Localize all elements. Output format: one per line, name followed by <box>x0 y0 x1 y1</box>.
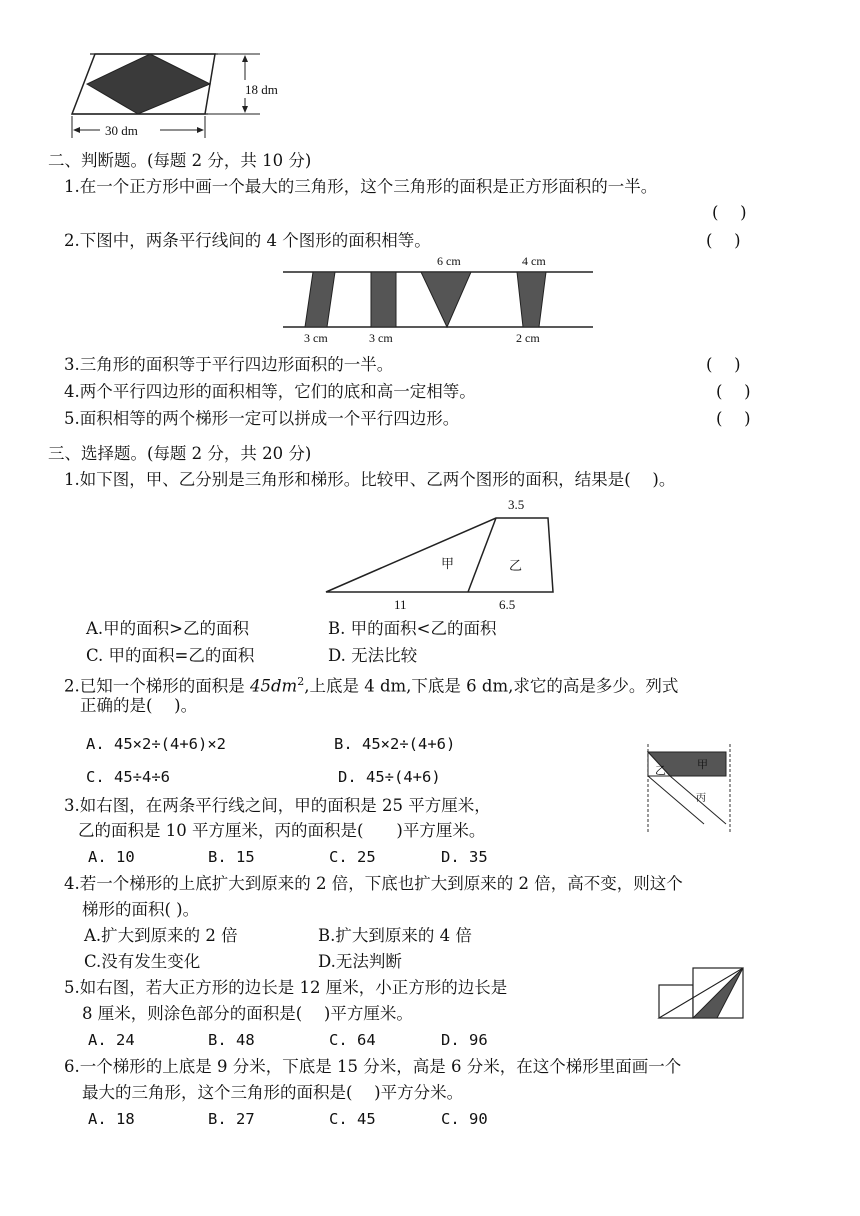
s3-q2-option-c[interactable]: C. 45÷4÷6 <box>86 768 170 786</box>
label-3cm-1: 3 cm <box>304 331 328 345</box>
s3-q4-option-d[interactable]: D.无法判断 <box>318 952 402 971</box>
label-3cm-2: 3 cm <box>369 331 393 345</box>
label-yi: 乙 <box>509 558 523 573</box>
section2-title: 二、判断题。(每题 2 分，共 10 分) <box>48 151 312 170</box>
s2-q2-answer-paren[interactable]: ( ) <box>706 231 741 250</box>
s3-q2-option-d[interactable]: D. 45÷(4+6) <box>338 768 441 786</box>
s3-q4-option-b[interactable]: B.扩大到原来的 4 倍 <box>318 926 472 945</box>
s2-q1: 1.在一个正方形中画一个最大的三角形，这个三角形的面积是正方形面积的一半。 <box>64 177 658 196</box>
s2-q4-answer-paren[interactable]: ( ) <box>716 382 751 401</box>
s3-q2-line1a: 2.已知一个梯形的面积是 <box>64 676 250 696</box>
s3-q6-line2: 最大的三角形，这个三角形的面积是( )平方分米。 <box>82 1083 464 1102</box>
q3-label-jia: 甲 <box>697 759 708 771</box>
s3-q6-line1: 6.一个梯形的上底是 9 分米，下底是 15 分米，高是 6 分米，在这个梯形里面画一个 <box>64 1057 682 1076</box>
s2-q1-answer-paren[interactable]: ( ) <box>712 203 747 222</box>
s3-q4-line2: 梯形的面积( )。 <box>82 900 200 919</box>
s3-q5-line2: 8 厘米，则涂色部分的面积是( )平方厘米。 <box>82 1004 413 1023</box>
s3-q5-option-c[interactable]: C. 64 <box>329 1031 376 1049</box>
s2-q2: 2.下图中，两条平行线间的 4 个图形的面积相等。 <box>64 231 431 250</box>
s3-q4-line1: 4.若一个梯形的上底扩大到原来的 2 倍，下底也扩大到原来的 2 倍，高不变，则这个 <box>64 874 683 893</box>
s3-q6-option-d[interactable]: C. 90 <box>441 1110 488 1128</box>
s3-q6-option-a[interactable]: A. 18 <box>88 1110 135 1128</box>
s3-q3-option-d[interactable]: D. 35 <box>441 848 488 866</box>
rhombus-figure <box>60 0 260 135</box>
s3-q2-option-a[interactable]: A. 45×2÷(4+6)×2 <box>86 735 226 753</box>
s2-q3-answer-paren[interactable]: ( ) <box>706 355 741 374</box>
label-6cm: 6 cm <box>437 254 461 268</box>
label-3-5: 3.5 <box>508 497 525 512</box>
s3-q5-line1: 5.如右图，若大正方形的边长是 12 厘米，小正方形的边长是 <box>64 978 508 997</box>
s3-q2-option-b[interactable]: B. 45×2÷(4+6) <box>334 735 456 753</box>
s3-q2-sup: 2 <box>297 675 305 688</box>
s2-q4: 4.两个平行四边形的面积相等，它们的底和高一定相等。 <box>64 382 476 401</box>
s3-q1-option-d[interactable]: D. 无法比较 <box>328 646 418 665</box>
label-2cm: 2 cm <box>516 331 540 345</box>
label-6-5: 6.5 <box>499 597 516 612</box>
label-11: 11 <box>394 597 407 612</box>
s2-q5: 5.面积相等的两个梯形一定可以拼成一个平行四边形。 <box>64 409 460 428</box>
s3-q3-line2: 乙的面积是 10 平方厘米，丙的面积是( )平方厘米。 <box>78 821 486 840</box>
s3-q5-option-a[interactable]: A. 24 <box>88 1031 135 1049</box>
q5-squares-figure <box>657 966 757 1026</box>
s3-q2-math: 45dm <box>250 676 298 696</box>
label-30dm: 30 dm <box>105 123 138 138</box>
label-18dm: 18 dm <box>245 82 278 97</box>
s2-q3: 3.三角形的面积等于平行四边形面积的一半。 <box>64 355 394 374</box>
s3-q2-line2: 正确的是( )。 <box>80 696 198 715</box>
s3-q6-option-c[interactable]: C. 45 <box>329 1110 376 1128</box>
s3-q3-option-c[interactable]: C. 25 <box>329 848 376 866</box>
q3-parallel-figure <box>646 744 736 834</box>
s3-q6-option-b[interactable]: B. 27 <box>208 1110 255 1128</box>
s3-q3-option-b[interactable]: B. 15 <box>208 848 255 866</box>
q3-label-bing: 丙 <box>696 793 706 804</box>
q3-label-yi: 乙 <box>655 765 666 777</box>
section3-title: 三、选择题。(每题 2 分，共 20 分) <box>48 444 312 463</box>
s3-q1-option-a[interactable]: A.甲的面积>乙的面积 <box>86 619 249 638</box>
label-jia: 甲 <box>441 556 455 571</box>
s2-q5-answer-paren[interactable]: ( ) <box>716 409 751 428</box>
s3-q2-line1b: ,上底是 4 dm,下底是 6 dm,求它的高是多少。列式 <box>304 676 679 696</box>
label-4cm: 4 cm <box>522 254 546 268</box>
s3-q3-line1: 3.如右图，在两条平行线之间，甲的面积是 25 平方厘米， <box>64 796 491 815</box>
s3-q4-option-c[interactable]: C.没有发生变化 <box>84 952 201 971</box>
s3-q1-option-b[interactable]: B. 甲的面积<乙的面积 <box>328 619 497 638</box>
parallel-lines-figure <box>283 268 603 338</box>
s3-q5-option-d[interactable]: D. 96 <box>441 1031 488 1049</box>
s3-q1: 1.如下图，甲、乙分别是三角形和梯形。比较甲、乙两个图形的面积，结果是( )。 <box>64 470 676 489</box>
s3-q5-option-b[interactable]: B. 48 <box>208 1031 255 1049</box>
s3-q4-option-a[interactable]: A.扩大到原来的 2 倍 <box>84 926 238 945</box>
s3-q1-option-c[interactable]: C. 甲的面积=乙的面积 <box>86 646 255 665</box>
s3-q3-option-a[interactable]: A. 10 <box>88 848 135 866</box>
